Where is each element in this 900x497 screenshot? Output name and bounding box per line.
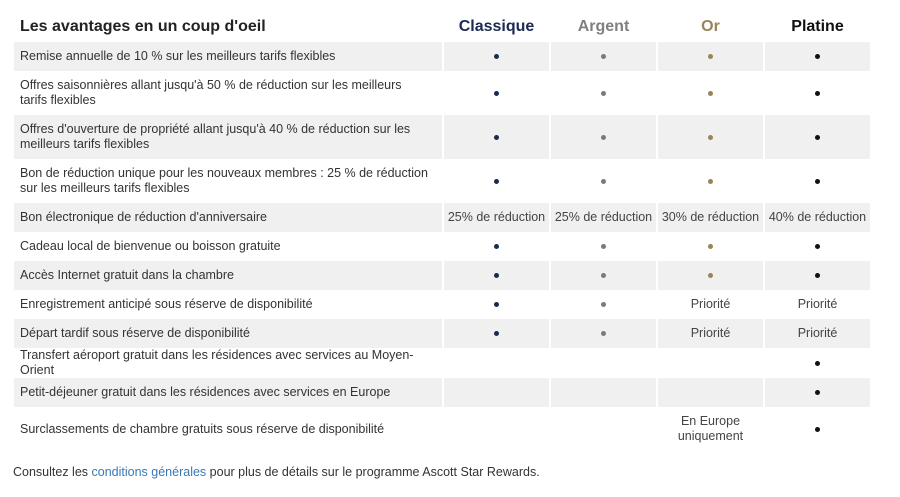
benefit-cell-argent: 25% de réduction <box>551 203 656 232</box>
benefit-cell-platine <box>765 232 870 261</box>
benefit-cell-platine: Priorité <box>797 297 838 311</box>
benefit-label: Accès Internet gratuit dans la chambre <box>14 261 442 290</box>
included-dot-icon <box>708 244 713 249</box>
included-dot-icon <box>601 179 606 184</box>
included-dot-icon <box>494 302 499 307</box>
benefits-section <box>14 12 870 451</box>
table-row <box>14 203 870 232</box>
benefit-cell-classique <box>444 71 549 115</box>
included-dot-icon <box>494 244 499 249</box>
included-dot-icon <box>494 179 499 184</box>
benefits-rows <box>14 42 870 451</box>
included-dot-icon <box>815 427 820 432</box>
table-row <box>14 232 870 261</box>
table-row <box>14 319 870 348</box>
included-dot-icon <box>708 135 713 140</box>
benefit-label: Surclassements de chambre gratuits sous réserve de disponibilité <box>20 421 385 436</box>
table-row <box>14 159 870 203</box>
benefits-table <box>12 12 872 451</box>
benefit-cell-argent <box>551 407 656 451</box>
benefit-cell-argent <box>551 348 656 378</box>
table-row <box>14 348 870 378</box>
benefit-label: Offres d'ouverture de propriété allant jusqu'à 40 % de réduction sur les meilleurs tarifs flexibles <box>14 115 442 159</box>
included-dot-icon <box>601 91 606 96</box>
footer-note <box>13 465 540 479</box>
included-dot-icon <box>708 273 713 278</box>
table-row <box>14 407 870 451</box>
benefit-cell-classique <box>444 115 549 159</box>
included-dot-icon <box>815 361 820 366</box>
included-dot-icon <box>708 54 713 59</box>
benefit-cell-platine <box>765 159 870 203</box>
footer-text-before: Consultez les <box>13 465 92 479</box>
benefit-cell-platine: Priorité <box>765 319 870 348</box>
benefit-cell-or <box>658 159 763 203</box>
benefit-cell-platine <box>765 407 870 451</box>
benefit-cell-or <box>658 115 763 159</box>
included-dot-icon <box>815 273 820 278</box>
footer-text-after: pour plus de détails sur le programme Ascott Star Rewards. <box>206 465 540 479</box>
benefit-label: Transfert aéroport gratuit dans les résidences avec services au Moyen-Orient <box>20 348 414 377</box>
benefit-cell-or: En Europe uniquement <box>677 414 744 443</box>
benefit-cell-or: Priorité <box>690 297 731 311</box>
benefit-cell-classique <box>444 319 549 348</box>
included-dot-icon <box>815 135 820 140</box>
benefit-label: Enregistrement anticipé sous réserve de disponibilité <box>20 297 313 311</box>
benefit-cell-or <box>658 42 763 71</box>
included-dot-icon <box>815 91 820 96</box>
included-dot-icon <box>601 135 606 140</box>
benefit-cell-platine: 40% de réduction <box>765 203 870 232</box>
tier-header-or: Or <box>701 18 720 35</box>
benefit-cell-or <box>658 232 763 261</box>
benefit-cell-classique <box>444 232 549 261</box>
benefit-cell-argent <box>551 159 656 203</box>
table-row <box>14 115 870 159</box>
included-dot-icon <box>494 273 499 278</box>
included-dot-icon <box>815 390 820 395</box>
benefit-cell-classique <box>444 348 549 378</box>
table-title: Les avantages en un coup d'oeil <box>20 18 266 35</box>
table-row <box>14 378 870 407</box>
included-dot-icon <box>708 179 713 184</box>
table-row <box>14 261 870 290</box>
benefit-label: Départ tardif sous réserve de disponibilité <box>14 319 442 348</box>
tier-header-classique: Classique <box>458 18 535 35</box>
included-dot-icon <box>815 54 820 59</box>
benefit-cell-or <box>658 348 763 378</box>
benefit-cell-classique <box>444 42 549 71</box>
benefit-cell-argent <box>551 261 656 290</box>
benefit-cell-platine <box>765 261 870 290</box>
benefit-label: Remise annuelle de 10 % sur les meilleurs tarifs flexibles <box>14 42 442 71</box>
included-dot-icon <box>815 179 820 184</box>
benefit-cell-platine <box>765 115 870 159</box>
included-dot-icon <box>601 54 606 59</box>
benefit-cell-argent <box>551 71 656 115</box>
table-row <box>14 71 870 115</box>
benefit-cell-argent <box>551 378 656 407</box>
benefit-cell-classique: 25% de réduction <box>444 203 549 232</box>
benefit-cell-classique <box>444 159 549 203</box>
benefit-cell-argent <box>551 42 656 71</box>
benefit-cell-platine <box>765 348 870 378</box>
benefit-label: Bon de réduction unique pour les nouveaux membres : 25 % de réduction sur les meilleurs tarifs flexibles <box>20 166 428 195</box>
benefit-cell-argent <box>551 115 656 159</box>
benefit-cell-or <box>658 378 763 407</box>
benefit-cell-argent <box>551 319 656 348</box>
included-dot-icon <box>494 135 499 140</box>
included-dot-icon <box>601 244 606 249</box>
included-dot-icon <box>601 331 606 336</box>
included-dot-icon <box>601 302 606 307</box>
benefit-label: Offres saisonnières allant jusqu'à 50 % de réduction sur les meilleurs tarifs flexibles <box>20 78 402 107</box>
included-dot-icon <box>708 91 713 96</box>
benefit-cell-classique <box>444 290 549 319</box>
benefit-cell-argent <box>551 290 656 319</box>
benefit-cell-or <box>658 71 763 115</box>
benefit-label: Bon électronique de réduction d'anniversaire <box>14 203 442 232</box>
benefit-cell-classique <box>444 261 549 290</box>
benefit-label: Cadeau local de bienvenue ou boisson gratuite <box>20 239 281 253</box>
terms-link[interactable]: conditions générales <box>91 465 207 479</box>
benefit-label: Petit-déjeuner gratuit dans les résidences avec services en Europe <box>14 378 442 407</box>
benefit-cell-or: Priorité <box>658 319 763 348</box>
included-dot-icon <box>601 273 606 278</box>
tier-header-argent: Argent <box>577 18 630 35</box>
included-dot-icon <box>494 54 499 59</box>
benefit-cell-or: 30% de réduction <box>658 203 763 232</box>
table-row <box>14 290 870 319</box>
benefit-cell-argent <box>551 232 656 261</box>
included-dot-icon <box>494 331 499 336</box>
included-dot-icon <box>815 244 820 249</box>
benefit-cell-or <box>658 261 763 290</box>
benefit-cell-classique <box>444 407 549 451</box>
benefit-cell-platine <box>765 378 870 407</box>
table-row <box>14 42 870 71</box>
included-dot-icon <box>494 91 499 96</box>
tier-header-platine: Platine <box>791 18 844 35</box>
benefit-cell-platine <box>765 42 870 71</box>
benefit-cell-classique <box>444 378 549 407</box>
benefit-cell-platine <box>765 71 870 115</box>
table-header-row <box>14 12 870 42</box>
